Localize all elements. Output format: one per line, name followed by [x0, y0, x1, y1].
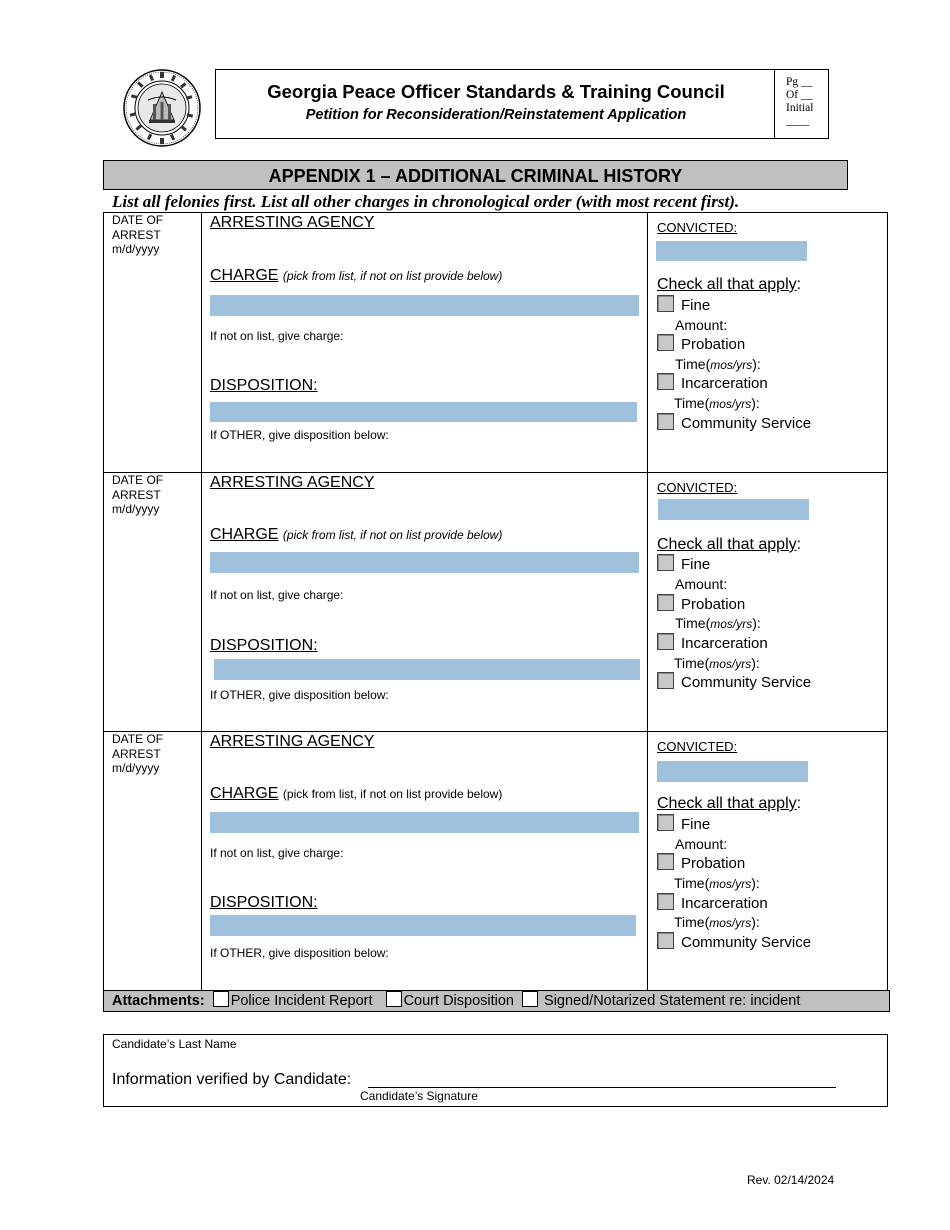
time-text: Time(	[674, 914, 710, 930]
date-of-arrest-label	[112, 213, 163, 257]
disposition-other-label: If OTHER, give disposition below:	[210, 688, 389, 702]
court-disposition-checkbox[interactable]	[386, 991, 402, 1007]
mos-yrs-text: mos/yrs	[709, 397, 752, 411]
disposition-select[interactable]	[210, 402, 637, 422]
column-divider	[201, 213, 202, 990]
time-text: Time(	[674, 875, 710, 891]
charge-note	[283, 528, 502, 542]
column-divider	[647, 213, 648, 990]
charge-label	[210, 785, 502, 803]
council-title: Georgia Peace Officer Standards & Training Council	[267, 81, 725, 102]
fine-text: Fine	[681, 297, 711, 314]
incarceration-time-label	[674, 914, 760, 930]
form-header	[215, 69, 829, 139]
criminal-history-table	[103, 212, 888, 991]
probation-text: Probation	[681, 336, 746, 353]
fine-option	[657, 554, 710, 574]
fine-checkbox[interactable]	[657, 554, 674, 571]
check-all-label	[657, 276, 801, 294]
attachments-bar	[103, 990, 890, 1012]
signed-statement-checkbox[interactable]	[522, 991, 538, 1007]
mos-yrs-text: mos/yrs	[709, 916, 752, 930]
convicted-label: CONVICTED:	[657, 739, 738, 754]
charge-other-label: If not on list, give charge:	[210, 588, 344, 602]
incarceration-checkbox[interactable]	[657, 633, 674, 650]
time-text: Time(	[675, 356, 711, 372]
charge-note-text: (pick from list, if not on list provide below)	[282, 269, 503, 283]
time-end-text: ):	[751, 875, 760, 891]
candidate-last-name-label: Candidate’s Last Name	[112, 1037, 237, 1051]
charge-note: (pick from list, if not on list provide below)	[282, 787, 503, 801]
disposition-label: DISPOSITION:	[210, 637, 318, 654]
arresting-agency-label: ARRESTING AGENCY	[210, 214, 375, 231]
police-report-checkbox[interactable]	[213, 991, 229, 1007]
charge-text: CHARGE	[210, 785, 279, 802]
time-end-text: ):	[751, 395, 760, 411]
incarceration-checkbox[interactable]	[657, 373, 674, 390]
disposition-label: DISPOSITION:	[210, 894, 318, 911]
disposition-other-label: If OTHER, give disposition below:	[210, 946, 389, 960]
time-end-text: ):	[751, 914, 760, 930]
police-report-label: Police Incident Report	[230, 993, 373, 1009]
check-all-label	[657, 795, 801, 813]
date-format-text: m/d/yyyy	[112, 502, 160, 516]
community-service-checkbox[interactable]	[657, 932, 674, 949]
arresting-agency-label: ARRESTING AGENCY	[210, 733, 375, 750]
arresting-agency-label: ARRESTING AGENCY	[210, 474, 375, 491]
incarceration-text: Incarceration	[681, 895, 768, 912]
probation-text: Probation	[681, 855, 746, 872]
check-all-text: Check all that apply	[657, 536, 797, 553]
charge-label	[210, 267, 502, 285]
date-format-text: m/d/yyyy	[112, 242, 160, 256]
fine-option	[657, 295, 710, 315]
instructions-text: List all felonies first. List all other charges in chronological order (with most recent first).	[112, 192, 740, 211]
date-of-text: DATE OF	[112, 732, 164, 746]
time-text: Time(	[674, 655, 710, 671]
convicted-select[interactable]	[657, 761, 808, 782]
incarceration-time-label	[674, 655, 760, 671]
amount-label: Amount:	[675, 317, 728, 333]
date-of-text: DATE OF	[112, 213, 164, 227]
probation-option	[657, 594, 745, 614]
probation-checkbox[interactable]	[657, 594, 674, 611]
probation-checkbox[interactable]	[657, 334, 674, 351]
signed-statement-label: Signed/Notarized Statement re: incident	[544, 993, 801, 1009]
arrest-text: ARREST	[112, 227, 161, 242]
fine-checkbox[interactable]	[657, 814, 674, 831]
incarceration-checkbox[interactable]	[657, 893, 674, 910]
date-format-text: m/d/yyyy	[112, 761, 160, 775]
page-of-label: Of __	[786, 89, 813, 101]
court-disposition-label: Court Disposition	[403, 993, 514, 1009]
time-text: Time(	[675, 615, 711, 631]
mos-yrs-text: mos/yrs	[710, 617, 753, 631]
community-service-option	[657, 672, 811, 692]
mos-yrs-text: mos/yrs	[709, 657, 752, 671]
disposition-label: DISPOSITION:	[210, 377, 318, 394]
incarceration-option	[657, 893, 768, 913]
signature-label: Candidate’s Signature	[360, 1089, 478, 1103]
probation-checkbox[interactable]	[657, 853, 674, 870]
probation-time-label	[675, 356, 761, 372]
time-text: Time(	[674, 395, 710, 411]
probation-time-label	[674, 875, 760, 891]
verified-label: Information verified by Candidate:	[112, 1071, 352, 1088]
charge-select[interactable]	[210, 552, 639, 573]
community-service-text: Community Service	[681, 674, 812, 691]
colon-text: :	[796, 276, 802, 293]
page-initial-box	[774, 70, 829, 138]
candidate-verification-box	[103, 1034, 888, 1107]
disposition-other-label: If OTHER, give disposition below:	[210, 428, 389, 442]
convicted-select[interactable]	[658, 499, 809, 520]
disposition-select[interactable]	[210, 915, 636, 936]
initial-label: Initial	[786, 102, 814, 114]
appendix-title-bar: APPENDIX 1 – ADDITIONAL CRIMINAL HISTORY	[103, 160, 848, 190]
page-number-label: Pg __	[786, 76, 813, 88]
form-subtitle: Petition for Reconsideration/Reinstatement Application	[305, 107, 687, 123]
charge-other-label: If not on list, give charge:	[210, 846, 344, 860]
initial-line: ____	[786, 115, 809, 127]
time-end-text: ):	[752, 615, 761, 631]
arrest-text: ARREST	[112, 487, 161, 502]
row-divider	[104, 731, 887, 732]
fine-text: Fine	[681, 556, 711, 573]
charge-other-label: If not on list, give charge:	[210, 329, 344, 343]
fine-checkbox[interactable]	[657, 295, 674, 312]
fine-text: Fine	[681, 816, 711, 833]
check-all-text: Check all that apply	[657, 276, 797, 293]
incarceration-time-label	[674, 395, 760, 411]
check-all-label	[657, 536, 801, 554]
community-service-text: Community Service	[681, 415, 812, 432]
probation-option	[657, 853, 745, 873]
row-divider	[104, 472, 887, 473]
convicted-label: CONVICTED:	[657, 220, 738, 235]
incarceration-option	[657, 373, 768, 393]
probation-option	[657, 334, 745, 354]
charge-text: CHARGE	[210, 267, 279, 284]
time-end-text: ):	[751, 655, 760, 671]
date-of-arrest-label	[112, 473, 163, 517]
date-of-text: DATE OF	[112, 473, 164, 487]
arrest-text: ARREST	[112, 746, 161, 761]
colon-text: :	[796, 536, 802, 553]
colon-text: :	[796, 795, 802, 812]
attachments-label: Attachments:	[112, 993, 205, 1009]
probation-text: Probation	[681, 596, 746, 613]
convicted-label: CONVICTED:	[657, 480, 738, 495]
charge-select[interactable]	[210, 812, 639, 833]
community-service-checkbox[interactable]	[657, 413, 674, 430]
georgia-post-seal-icon	[122, 68, 202, 148]
mos-yrs-text: mos/yrs	[709, 877, 752, 891]
probation-time-label	[675, 615, 761, 631]
check-all-text: Check all that apply	[657, 795, 797, 812]
revision-date: Rev. 02/14/2024	[747, 1173, 835, 1187]
amount-label: Amount:	[675, 576, 728, 592]
community-service-option	[657, 413, 811, 433]
date-of-arrest-label	[112, 732, 163, 776]
community-service-text: Community Service	[681, 934, 812, 951]
mos-yrs-text: mos/yrs	[710, 358, 753, 372]
convicted-select[interactable]	[656, 241, 807, 261]
amount-label: Amount:	[675, 836, 728, 852]
disposition-select[interactable]	[214, 659, 640, 680]
community-service-option	[657, 932, 811, 952]
incarceration-text: Incarceration	[681, 635, 768, 652]
charge-label	[210, 526, 502, 544]
charge-select[interactable]	[210, 295, 639, 316]
fine-option	[657, 814, 710, 834]
signature-line[interactable]	[368, 1087, 836, 1088]
charge-text: CHARGE	[210, 526, 279, 543]
incarceration-option	[657, 633, 768, 653]
time-end-text: ):	[752, 356, 761, 372]
charge-note	[283, 269, 502, 283]
incarceration-text: Incarceration	[681, 375, 768, 392]
community-service-checkbox[interactable]	[657, 672, 674, 689]
charge-note-text: (pick from list, if not on list provide below)	[282, 528, 503, 542]
